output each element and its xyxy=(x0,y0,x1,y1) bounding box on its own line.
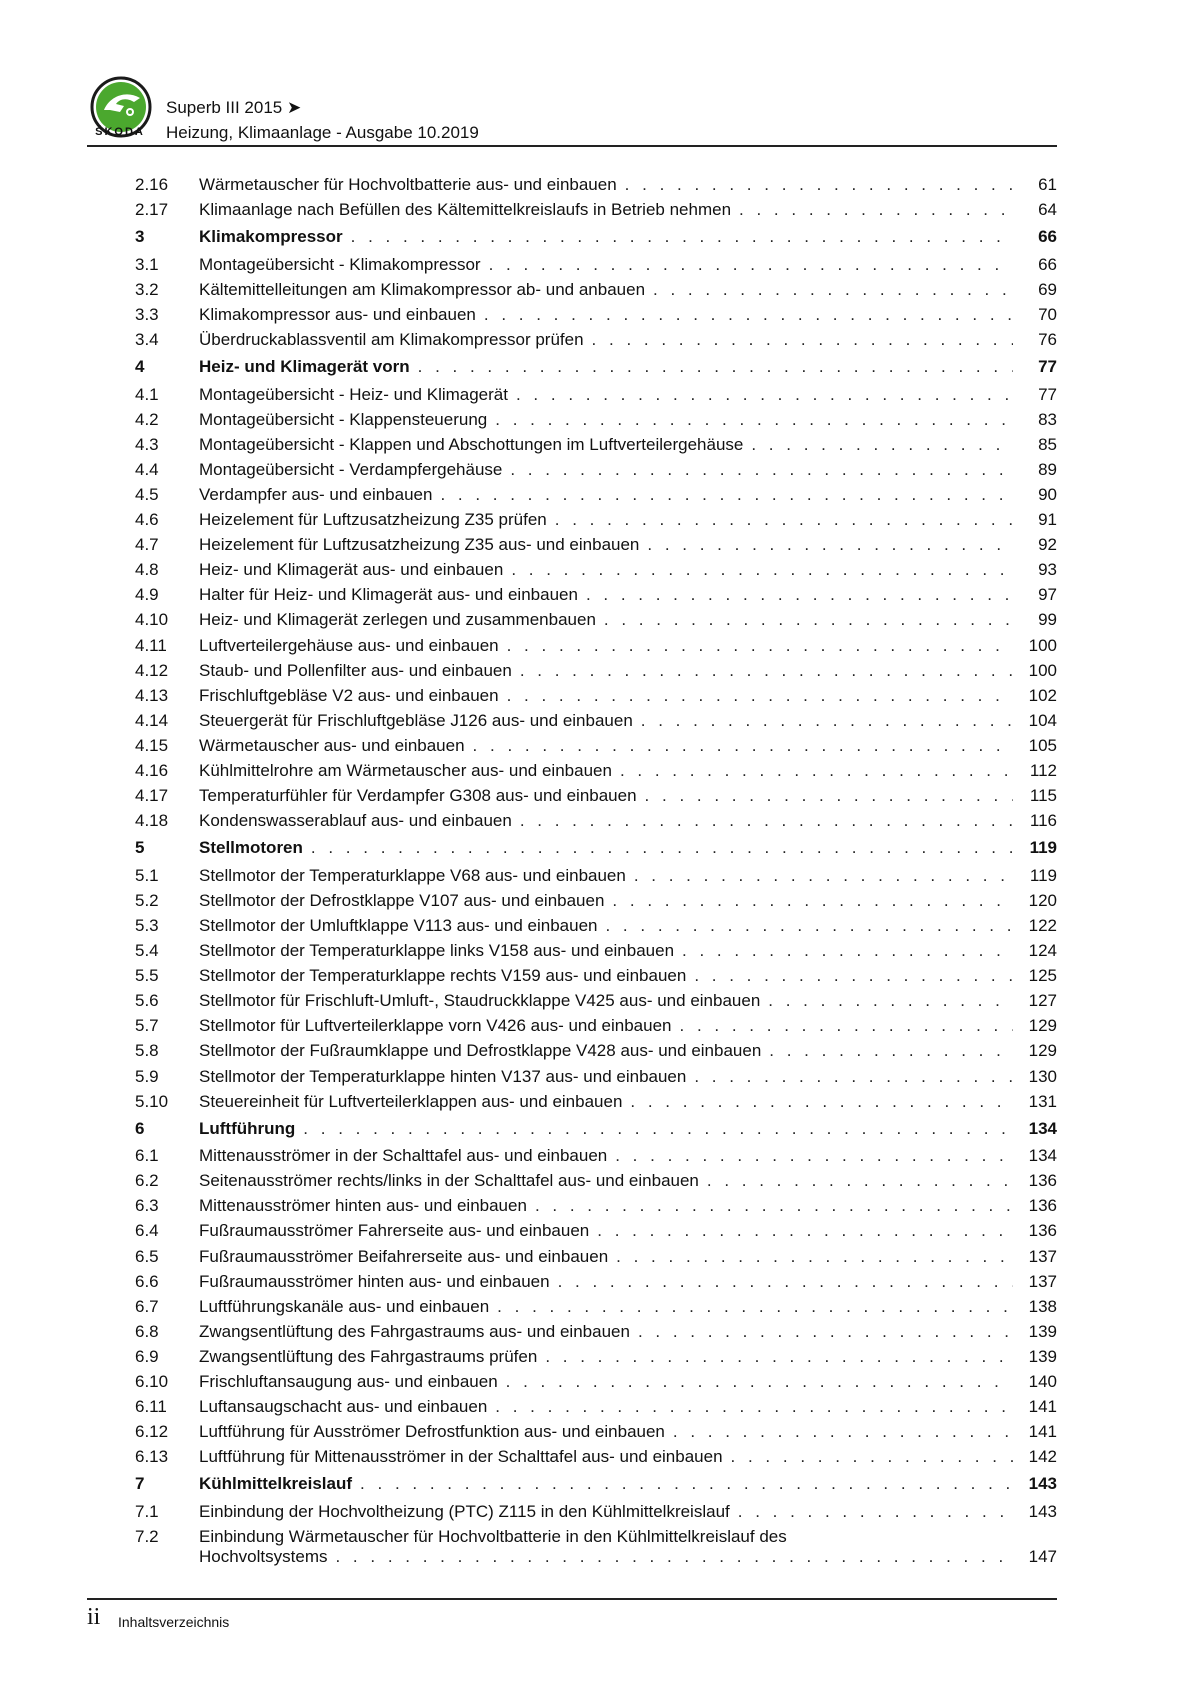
toc-leader-dots xyxy=(592,327,1013,352)
toc-page-number: 99 xyxy=(1038,610,1057,630)
toc-number: 3.2 xyxy=(135,279,159,299)
toc-number: 5.4 xyxy=(135,941,159,961)
toc-number: 6.10 xyxy=(135,1372,169,1392)
toc-row[interactable] xyxy=(135,863,1057,888)
toc-page-number: 139 xyxy=(1028,1346,1057,1366)
toc-page-number: 115 xyxy=(1029,786,1057,806)
toc-title: Mittenausströmer hinten aus- und einbauen xyxy=(199,1196,527,1216)
toc-row[interactable] xyxy=(135,327,1057,352)
toc-title: Kältemittelleitungen am Klimakompressor ab- und anbauen xyxy=(199,279,646,299)
toc-title: Mittenausströmer in der Schalttafel aus- und einbauen xyxy=(199,1146,608,1166)
toc-page-number: 134 xyxy=(1028,1118,1057,1138)
toc-leader-dots xyxy=(586,582,1013,607)
toc-number: 6.9 xyxy=(135,1346,159,1366)
toc-number: 4.4 xyxy=(135,459,159,479)
toc-leader-dots xyxy=(694,1064,1013,1089)
toc-page-number: 136 xyxy=(1028,1221,1057,1241)
toc-row[interactable] xyxy=(135,888,1057,913)
toc-title: Luftführung für Mittenausströmer in der Schalttafel aus- und einbauen xyxy=(199,1447,723,1467)
toc-number: 6.3 xyxy=(135,1196,159,1216)
toc-title: Luftansaugschacht aus- und einbauen xyxy=(199,1397,488,1417)
toc-row[interactable] xyxy=(135,607,1057,632)
toc-leader-dots xyxy=(495,1394,1013,1419)
toc-title: Fußraumausströmer hinten aus- und einbauen xyxy=(199,1271,550,1291)
toc-page-number: 147 xyxy=(1028,1547,1057,1566)
toc-chapter-row[interactable] xyxy=(135,352,1057,382)
toc-page-number: 77 xyxy=(1038,384,1057,404)
toc-page-number: 104 xyxy=(1028,710,1057,730)
toc-page-number: 89 xyxy=(1038,459,1057,479)
toc-page-number: 143 xyxy=(1028,1474,1057,1494)
toc-leader-dots xyxy=(335,1544,1013,1569)
toc-number: 2.16 xyxy=(135,175,169,194)
toc-number: 5.5 xyxy=(135,966,159,986)
toc-page-number: 92 xyxy=(1038,535,1057,555)
toc-row[interactable] xyxy=(135,1294,1057,1319)
toc-number: 4.18 xyxy=(135,811,169,831)
toc-title: Klimakompressor xyxy=(199,227,343,247)
toc-title: Heizelement für Luftzusatzheizung Z35 aus- und einbauen xyxy=(199,535,640,555)
toc-leader-dots xyxy=(682,938,1013,963)
toc-page-number: 91 xyxy=(1038,510,1057,530)
toc-number: 4.3 xyxy=(135,434,159,454)
toc-number: 5.6 xyxy=(135,991,159,1011)
toc-row[interactable] xyxy=(135,1168,1057,1193)
toc-number: 6.11 xyxy=(135,1397,167,1417)
toc-title: Kühlmittelrohre am Wärmetauscher aus- und einbauen xyxy=(199,760,612,780)
toc-row[interactable] xyxy=(135,1244,1057,1269)
toc-row[interactable] xyxy=(135,1419,1057,1444)
toc-row[interactable] xyxy=(135,252,1057,277)
toc-leader-dots xyxy=(615,1143,1013,1168)
toc-title: Zwangsentlüftung des Fahrgastraums aus- und einbauen xyxy=(199,1321,630,1341)
toc-leader-dots xyxy=(489,252,1013,277)
toc-title: Heiz- und Klimagerät vorn xyxy=(199,357,410,377)
toc-page-number: 124 xyxy=(1028,941,1057,961)
toc-leader-dots xyxy=(484,302,1013,327)
toc-number: 4.13 xyxy=(135,685,169,705)
toc-title: Temperaturfühler für Verdampfer G308 aus- und einbauen xyxy=(199,786,637,806)
toc-page-number: 141 xyxy=(1028,1397,1057,1417)
toc-leader-dots xyxy=(555,507,1013,532)
toc-page-number: 77 xyxy=(1038,357,1057,377)
toc-number: 5.7 xyxy=(135,1016,159,1036)
toc-number: 4.16 xyxy=(135,760,169,780)
toc-row[interactable] xyxy=(135,1143,1057,1168)
toc-title: Montageübersicht - Heiz- und Klimagerät xyxy=(199,384,508,404)
toc-number: 4.12 xyxy=(135,660,169,680)
toc-title: Kondenswasserablauf aus- und einbauen xyxy=(199,811,512,831)
toc-number: 4.17 xyxy=(135,786,169,806)
toc-title: Kühlmittelkreislauf xyxy=(199,1474,353,1494)
toc-title: Luftführung für Ausströmer Defrostfunktion aus- und einbauen xyxy=(199,1422,665,1442)
toc-page-number: 66 xyxy=(1038,254,1057,274)
toc-title: Montageübersicht - Klappen und Abschottungen im Luftverteilergehäuse xyxy=(199,434,744,454)
toc-page-number: 102 xyxy=(1028,685,1057,705)
toc-number: 5.2 xyxy=(135,890,159,910)
toc-number: 7.1 xyxy=(135,1501,159,1521)
toc-leader-dots xyxy=(597,1218,1013,1243)
toc-leader-dots xyxy=(738,1499,1013,1524)
toc-number: 4.10 xyxy=(135,610,169,630)
toc-row[interactable] xyxy=(135,432,1057,457)
toc-number: 5 xyxy=(135,838,145,858)
toc-number: 4 xyxy=(135,357,145,377)
toc-page-number: 125 xyxy=(1028,966,1057,986)
toc-row[interactable] xyxy=(135,1269,1057,1294)
toc-page-number: 129 xyxy=(1028,1016,1057,1036)
toc-row[interactable] xyxy=(135,988,1057,1013)
toc-row[interactable] xyxy=(135,1444,1057,1469)
toc-row[interactable] xyxy=(135,683,1057,708)
toc-title: Montageübersicht - Klappensteuerung xyxy=(199,409,488,429)
toc-leader-dots xyxy=(634,863,1013,888)
toc-title: Wärmetauscher aus- und einbauen xyxy=(199,735,465,755)
toc-leader-dots xyxy=(604,607,1013,632)
toc-number: 4.8 xyxy=(135,560,159,580)
toc-page-number: 66 xyxy=(1038,227,1057,247)
toc-number: 3.1 xyxy=(135,254,159,274)
toc-row[interactable] xyxy=(135,407,1057,432)
toc-number: 6.1 xyxy=(135,1146,159,1166)
toc-row[interactable] xyxy=(135,1394,1057,1419)
toc-title: Steuereinheit für Luftverteilerklappen aus- und einbauen xyxy=(199,1091,623,1111)
toc-page-number: 83 xyxy=(1038,409,1057,429)
footer-label: Inhaltsverzeichnis xyxy=(118,1614,230,1630)
toc-number: 6.5 xyxy=(135,1246,159,1266)
header-subtitle: Heizung, Klimaanlage - Ausgabe 10.2019 xyxy=(166,123,479,142)
toc-row[interactable] xyxy=(135,557,1057,582)
toc-leader-dots xyxy=(507,683,1013,708)
toc-leader-dots xyxy=(620,758,1013,783)
toc-title: Heiz- und Klimagerät zerlegen und zusammenbauen xyxy=(199,610,596,630)
toc-title: Staub- und Pollenfilter aus- und einbauen xyxy=(199,660,512,680)
toc-row[interactable] xyxy=(135,913,1057,938)
toc-leader-dots xyxy=(673,1419,1013,1444)
toc-title: Montageübersicht - Verdampfergehäuse xyxy=(199,459,503,479)
toc-leader-dots xyxy=(440,482,1013,507)
toc-leader-dots xyxy=(641,708,1013,733)
toc-page-number: 64 xyxy=(1038,200,1057,220)
toc-number: 6 xyxy=(135,1118,145,1138)
toc-number: 5.8 xyxy=(135,1041,159,1061)
toc-title: Stellmotor für Luftverteilerklappe vorn V426 aus- und einbauen xyxy=(199,1016,672,1036)
toc-page-number: 119 xyxy=(1029,838,1057,858)
toc-leader-dots xyxy=(630,1089,1013,1114)
toc-row[interactable] xyxy=(135,582,1057,607)
toc-number: 4.1 xyxy=(135,384,159,404)
toc-row[interactable] xyxy=(135,1038,1057,1063)
toc-leader-dots xyxy=(473,733,1013,758)
toc-number: 6.2 xyxy=(135,1171,159,1191)
toc-leader-dots xyxy=(751,432,1013,457)
toc-title: Stellmotor der Fußraumklappe und Defrostklappe V428 aus- und einbauen xyxy=(199,1041,762,1061)
toc-leader-dots xyxy=(495,407,1013,432)
toc-number: 6.6 xyxy=(135,1271,159,1291)
toc-title: Luftführung xyxy=(199,1118,296,1138)
toc-page-number: 105 xyxy=(1028,735,1057,755)
toc-page-number: 76 xyxy=(1038,329,1057,349)
toc-page-number: 140 xyxy=(1028,1372,1057,1392)
toc-leader-dots xyxy=(638,1319,1013,1344)
toc-leader-dots xyxy=(351,222,1013,251)
toc-leader-dots xyxy=(707,1168,1013,1193)
toc-title: Zwangsentlüftung des Fahrgastraums prüfen xyxy=(199,1346,538,1366)
toc-leader-dots xyxy=(511,557,1013,582)
toc-page-number: 137 xyxy=(1028,1271,1057,1291)
toc-number: 5.1 xyxy=(135,865,159,885)
toc-row[interactable] xyxy=(135,1218,1057,1243)
toc-number: 6.7 xyxy=(135,1296,159,1316)
toc-page-number: 69 xyxy=(1038,279,1057,299)
toc-leader-dots xyxy=(653,277,1013,302)
toc-row[interactable] xyxy=(135,1344,1057,1369)
toc-number: 4.2 xyxy=(135,409,159,429)
toc-leader-dots xyxy=(303,1114,1013,1143)
toc-leader-dots xyxy=(520,658,1013,683)
toc-leader-dots xyxy=(507,633,1013,658)
toc-number: 6.12 xyxy=(135,1422,169,1442)
toc-title: Stellmotor der Temperaturklappe hinten V137 aus- und einbauen xyxy=(199,1066,687,1086)
toc-leader-dots xyxy=(769,1038,1013,1063)
toc-title: Stellmotor für Frischluft-Umluft-, Staudruckklappe V425 aus- und einbauen xyxy=(199,991,761,1011)
toc-row[interactable] xyxy=(135,633,1057,658)
toc-leader-dots xyxy=(616,1244,1013,1269)
toc-row[interactable] xyxy=(135,938,1057,963)
toc-row[interactable] xyxy=(135,808,1057,833)
toc-row[interactable] xyxy=(135,507,1057,532)
toc-leader-dots xyxy=(497,1294,1013,1319)
toc-number: 6.8 xyxy=(135,1321,159,1341)
toc-row[interactable] xyxy=(135,277,1057,302)
toc-page-number: 85 xyxy=(1038,434,1057,454)
toc-number: 5.10 xyxy=(135,1091,169,1111)
toc-number: 6.13 xyxy=(135,1447,169,1467)
toc-leader-dots xyxy=(612,888,1013,913)
toc-title: Wärmetauscher für Hochvoltbatterie aus- und einbauen xyxy=(199,175,617,194)
toc-number: 4.5 xyxy=(135,484,159,504)
toc-row[interactable] xyxy=(135,758,1057,783)
toc-number: 4.15 xyxy=(135,735,169,755)
toc-leader-dots xyxy=(625,172,1013,197)
header-model: Superb III 2015 ➤ xyxy=(166,98,302,117)
toc-row[interactable] xyxy=(135,1089,1057,1114)
footer-page-number: ii xyxy=(87,1604,101,1630)
toc-page-number: 93 xyxy=(1038,560,1057,580)
toc-leader-dots xyxy=(645,783,1013,808)
toc-page-number: 120 xyxy=(1028,890,1057,910)
toc-row[interactable] xyxy=(135,197,1057,222)
toc-number: 2.17 xyxy=(135,200,169,220)
toc-title: Montageübersicht - Klimakompressor xyxy=(199,254,481,274)
toc-title: Halter für Heiz- und Klimagerät aus- und einbauen xyxy=(199,585,578,605)
toc-row[interactable] xyxy=(135,532,1057,557)
toc-title-continued: Hochvoltsystems xyxy=(199,1547,328,1566)
toc-row[interactable] xyxy=(135,482,1057,507)
toc-title: Klimaanlage nach Befüllen des Kältemittelkreislaufs in Betrieb nehmen xyxy=(199,200,732,220)
header-divider xyxy=(87,145,1057,147)
toc-row[interactable] xyxy=(135,1369,1057,1394)
toc-leader-dots xyxy=(739,197,1013,222)
toc-page-number: 129 xyxy=(1028,1041,1057,1061)
toc-page-number: 131 xyxy=(1028,1091,1057,1111)
toc-title: Stellmotoren xyxy=(199,838,303,858)
toc-title: Verdampfer aus- und einbauen xyxy=(199,484,433,504)
toc-leader-dots xyxy=(694,963,1013,988)
toc-page-number: 130 xyxy=(1028,1066,1057,1086)
toc-page-number: 136 xyxy=(1028,1196,1057,1216)
toc-page-number: 90 xyxy=(1038,484,1057,504)
toc-page-number: 100 xyxy=(1028,635,1057,655)
toc-title: Einbindung der Hochvoltheizung (PTC) Z115 in den Kühlmittelkreislauf xyxy=(199,1501,730,1521)
toc-page-number: 70 xyxy=(1038,304,1057,324)
footer-divider xyxy=(87,1598,1057,1600)
toc-title: Stellmotor der Temperaturklappe V68 aus- und einbauen xyxy=(199,865,626,885)
toc-title: Klimakompressor aus- und einbauen xyxy=(199,304,476,324)
toc-chapter-row[interactable] xyxy=(135,1469,1057,1499)
toc-page-number: 142 xyxy=(1028,1447,1057,1467)
toc-number: 6.4 xyxy=(135,1221,159,1241)
toc-title: Stellmotor der Defrostklappe V107 aus- und einbauen xyxy=(199,890,605,910)
toc-leader-dots xyxy=(558,1269,1013,1294)
toc-page-number: 137 xyxy=(1028,1246,1057,1266)
toc-page-number: 141 xyxy=(1028,1422,1057,1442)
toc-page-number: 134 xyxy=(1028,1146,1057,1166)
toc-leader-dots xyxy=(545,1344,1013,1369)
toc-number: 3.3 xyxy=(135,304,159,324)
toc-number: 5.9 xyxy=(135,1066,159,1086)
toc-title: Steuergerät für Frischluftgebläse J126 aus- und einbauen xyxy=(199,710,633,730)
toc-number: 7 xyxy=(135,1474,145,1494)
toc-page-number: 61 xyxy=(1038,175,1057,194)
toc-leader-dots xyxy=(506,1369,1013,1394)
toc-row[interactable] xyxy=(135,783,1057,808)
toc-title: Heiz- und Klimagerät aus- und einbauen xyxy=(199,560,504,580)
toc-title: Stellmotor der Temperaturklappe rechts V159 aus- und einbauen xyxy=(199,966,687,986)
toc-leader-dots xyxy=(516,382,1013,407)
toc-page-number: 112 xyxy=(1029,760,1057,780)
toc-page-number: 127 xyxy=(1028,991,1057,1011)
toc-number: 3.4 xyxy=(135,329,159,349)
toc-title: Heizelement für Luftzusatzheizung Z35 prüfen xyxy=(199,510,547,530)
toc-number: 4.11 xyxy=(135,635,167,655)
table-of-contents xyxy=(135,172,1057,1570)
toc-title: Luftführungskanäle aus- und einbauen xyxy=(199,1296,490,1316)
toc-title: Stellmotor der Umluftklappe V113 aus- und einbauen xyxy=(199,915,598,935)
toc-leader-dots xyxy=(360,1469,1013,1498)
toc-chapter-row[interactable] xyxy=(135,1114,1057,1144)
toc-page-number: 122 xyxy=(1028,915,1057,935)
toc-page-number: 138 xyxy=(1028,1296,1057,1316)
toc-row[interactable] xyxy=(135,708,1057,733)
toc-chapter-row[interactable] xyxy=(135,833,1057,863)
toc-title: Überdruckablassventil am Klimakompressor prüfen xyxy=(199,329,584,349)
toc-leader-dots xyxy=(520,808,1013,833)
toc-leader-dots xyxy=(731,1444,1013,1469)
toc-row[interactable] xyxy=(135,1013,1057,1038)
toc-row[interactable] xyxy=(135,1193,1057,1218)
toc-row[interactable] xyxy=(135,302,1057,327)
toc-title: Stellmotor der Temperaturklappe links V158 aus- und einbauen xyxy=(199,941,675,961)
toc-leader-dots xyxy=(605,913,1013,938)
brand-wordmark: ŠKODA xyxy=(95,126,145,138)
toc-page-number: 143 xyxy=(1028,1501,1057,1521)
toc-number: 5.3 xyxy=(135,915,159,935)
toc-row[interactable] xyxy=(135,733,1057,758)
toc-number: 4.9 xyxy=(135,585,159,605)
toc-page-number: 116 xyxy=(1029,811,1057,831)
toc-row[interactable] xyxy=(135,1319,1057,1344)
toc-row[interactable] xyxy=(135,382,1057,407)
toc-page-number: 100 xyxy=(1028,660,1057,680)
toc-row[interactable] xyxy=(135,1499,1057,1524)
toc-row[interactable] xyxy=(135,457,1057,482)
toc-page-number: 119 xyxy=(1029,865,1057,885)
toc-title: Fußraumausströmer Beifahrerseite aus- und einbauen xyxy=(199,1246,609,1266)
toc-title: Seitenausströmer rechts/links in der Schalttafel aus- und einbauen xyxy=(199,1171,699,1191)
toc-page-number: 139 xyxy=(1028,1321,1057,1341)
toc-leader-dots xyxy=(418,352,1013,381)
toc-title: Frischluftgebläse V2 aus- und einbauen xyxy=(199,685,499,705)
toc-row[interactable] xyxy=(135,963,1057,988)
toc-title: Fußraumausströmer Fahrerseite aus- und einbauen xyxy=(199,1221,590,1241)
toc-title: Einbindung Wärmetauscher für Hochvoltbatterie in den Kühlmittelkreislauf des xyxy=(199,1527,787,1546)
toc-leader-dots xyxy=(680,1013,1013,1038)
toc-leader-dots xyxy=(535,1193,1013,1218)
toc-leader-dots xyxy=(768,988,1013,1013)
toc-row[interactable] xyxy=(135,1524,1057,1570)
toc-page-number: 97 xyxy=(1038,585,1057,605)
toc-leader-dots xyxy=(311,833,1013,862)
toc-title: Luftverteilergehäuse aus- und einbauen xyxy=(199,635,499,655)
toc-number: 7.2 xyxy=(135,1527,159,1546)
toc-number: 4.7 xyxy=(135,535,159,555)
toc-number: 3 xyxy=(135,227,145,247)
toc-number: 4.6 xyxy=(135,510,159,530)
toc-row[interactable] xyxy=(135,658,1057,683)
toc-row[interactable] xyxy=(135,172,1057,197)
toc-leader-dots xyxy=(647,532,1013,557)
toc-page-number: 136 xyxy=(1028,1171,1057,1191)
toc-chapter-row[interactable] xyxy=(135,222,1057,252)
toc-leader-dots xyxy=(510,457,1013,482)
toc-number: 4.14 xyxy=(135,710,169,730)
toc-row[interactable] xyxy=(135,1064,1057,1089)
toc-title: Frischluftansaugung aus- und einbauen xyxy=(199,1372,498,1392)
